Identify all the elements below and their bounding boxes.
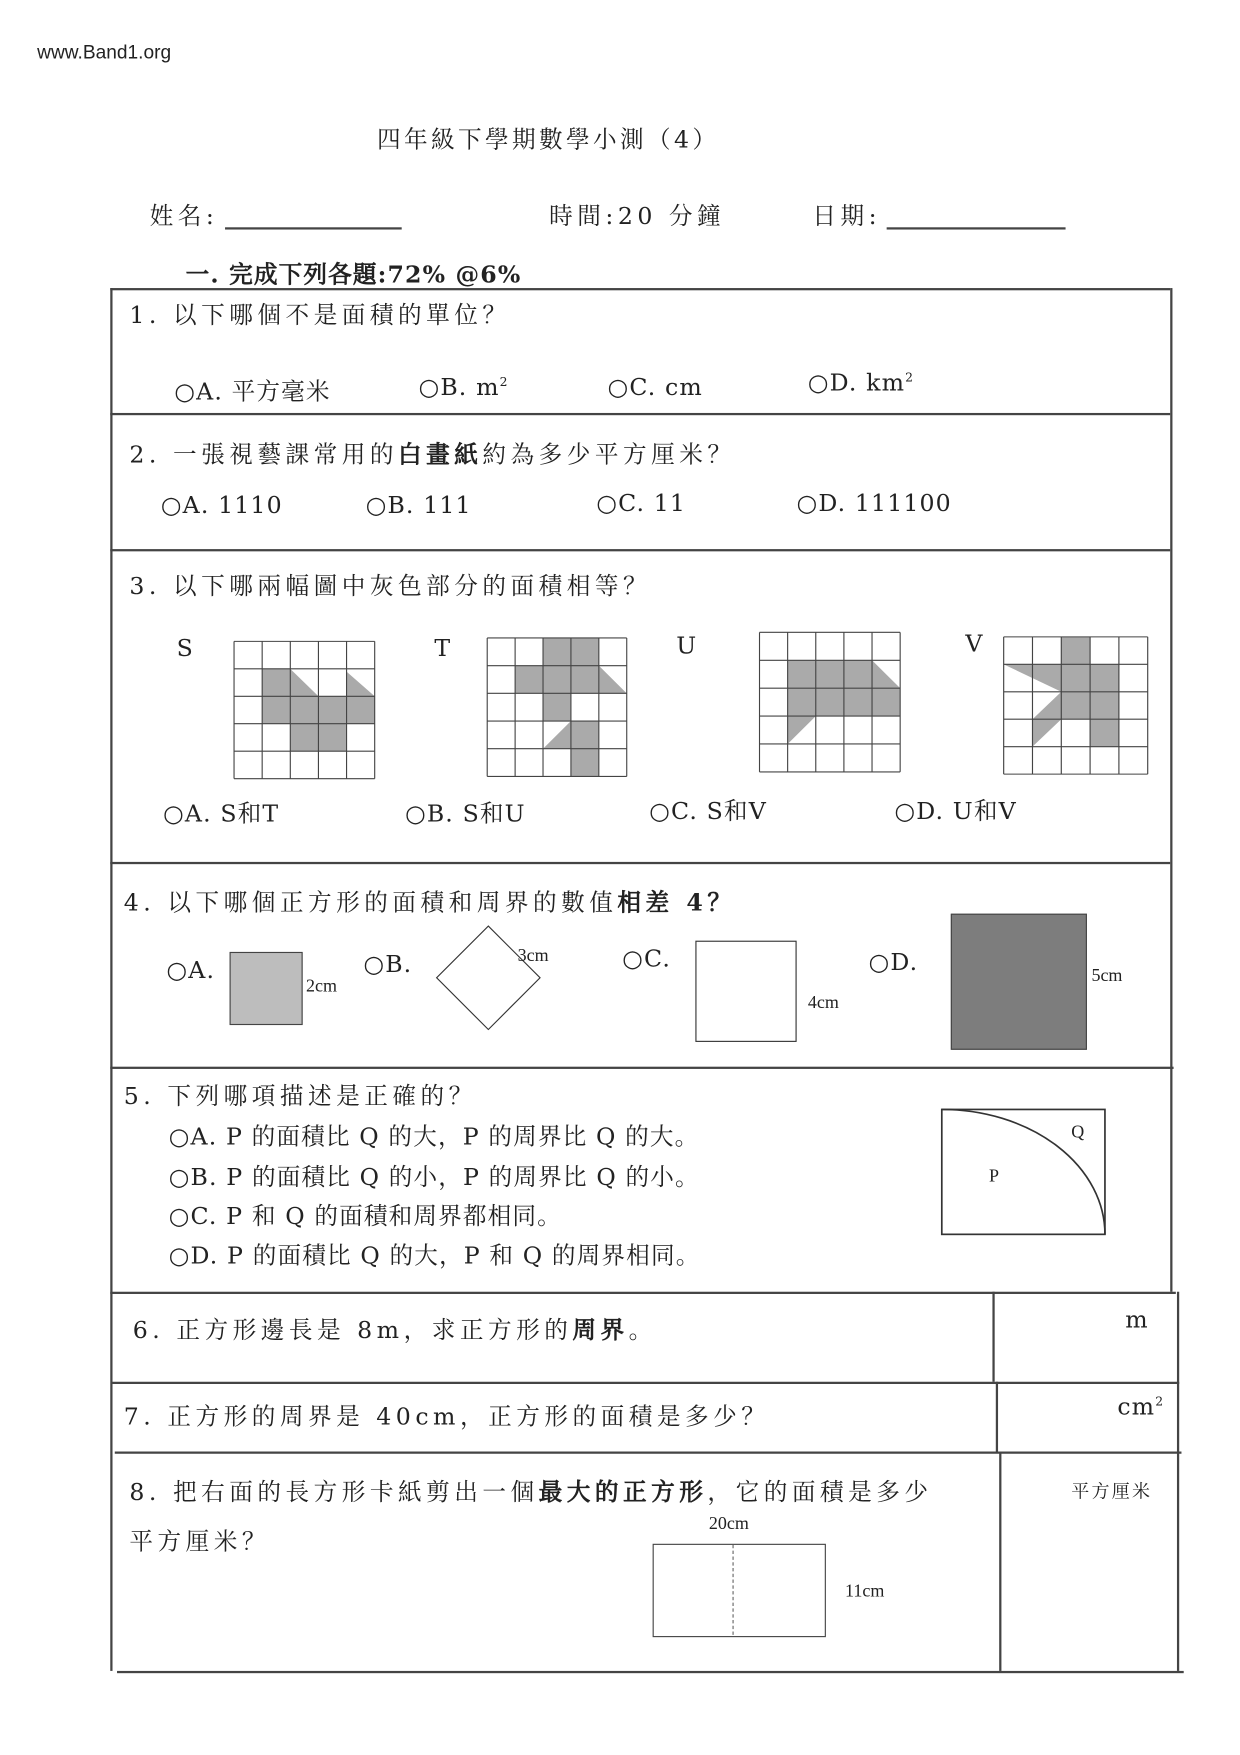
option-a[interactable] — [174, 374, 330, 408]
option-label: B. P 的面積比 Q 的小，P 的周界比 Q 的小。 — [190, 1163, 700, 1191]
option-label: C. 11 — [618, 489, 687, 517]
radio-circle-icon[interactable]: ○ — [796, 489, 819, 517]
width-label: 20cm — [708, 1514, 749, 1534]
bold-text: 白畫紙 — [398, 439, 483, 469]
question-text: 5. 下列哪項描述是正確的？ — [123, 1082, 477, 1110]
radio-circle-icon[interactable]: ○ — [166, 956, 189, 984]
radio-circle-icon[interactable]: ○ — [168, 1163, 191, 1191]
grid-figure-u — [760, 632, 901, 772]
question-text: 1. 以下哪個不是面積的單位？ — [129, 301, 511, 329]
text: 2. 一張視藝課常用的 — [129, 441, 399, 469]
option-d[interactable] — [808, 369, 914, 396]
option-c[interactable] — [622, 945, 671, 972]
option-label: A. — [188, 956, 216, 984]
option-b[interactable] — [169, 1159, 700, 1193]
radio-circle-icon[interactable]: ○ — [418, 373, 441, 401]
option-a[interactable] — [167, 956, 216, 983]
text: 6. 正方形邊長是 8m，求正方形的 — [132, 1316, 573, 1344]
option-label: C. cm — [629, 373, 703, 401]
option-label: B. m — [440, 373, 500, 401]
text: 8. 把右面的長方形卡紙剪出一個 — [129, 1478, 539, 1506]
option-b[interactable] — [419, 374, 509, 401]
grid-figure-v — [1004, 637, 1148, 774]
unit-label — [1117, 1393, 1164, 1420]
radio-circle-icon[interactable]: ○ — [163, 800, 185, 828]
size-label: 2cm — [306, 976, 338, 996]
option-label: D. 111100 — [818, 489, 952, 517]
section-heading: 一. 完成下列各題:72% @6% — [185, 259, 522, 289]
figure-label-s: S — [176, 634, 194, 662]
date-label: 日期: — [812, 202, 882, 230]
option-d[interactable] — [797, 489, 952, 516]
region-p-label: P — [989, 1166, 1000, 1186]
square-d — [951, 914, 1087, 1050]
height-label: 11cm — [845, 1582, 885, 1602]
card-rectangle — [653, 1544, 826, 1637]
page-title: 四年級下學期數學小測（4） — [376, 126, 720, 154]
option-a[interactable] — [163, 796, 279, 830]
name-blank[interactable] — [225, 227, 402, 229]
option-label: D. U和V — [916, 797, 1017, 825]
radio-circle-icon[interactable]: ○ — [405, 800, 427, 828]
square-b-diamond — [436, 925, 541, 1030]
radio-circle-icon[interactable]: ○ — [168, 1122, 191, 1150]
radio-circle-icon[interactable]: ○ — [649, 797, 671, 825]
radio-circle-icon[interactable]: ○ — [168, 1242, 191, 1270]
bold-text: 相差 4？ — [617, 887, 736, 916]
size-label: 5cm — [1091, 966, 1123, 986]
option-b[interactable] — [366, 492, 472, 519]
watermark: www.Band1.org — [37, 41, 172, 64]
option-label: B. — [385, 950, 413, 978]
superscript: 2 — [1155, 1394, 1165, 1409]
radio-circle-icon[interactable]: ○ — [807, 369, 830, 397]
text: ，它的面積是多少 — [707, 1478, 933, 1506]
question-text — [129, 1474, 932, 1508]
question-text: 7. 正方形的周界是 40cm，正方形的面積是多少？ — [123, 1403, 770, 1431]
question-text-line-2: 平方厘米？ — [129, 1528, 271, 1556]
option-c[interactable] — [169, 1198, 562, 1232]
option-label: D. — [890, 948, 919, 976]
region-q-label: Q — [1071, 1122, 1085, 1143]
radio-circle-icon[interactable]: ○ — [607, 373, 630, 401]
square-c — [695, 941, 796, 1042]
grid-figure-t — [487, 638, 627, 776]
option-label: A. 平方毫米 — [196, 378, 331, 406]
radio-circle-icon[interactable]: ○ — [894, 797, 917, 825]
option-label: C. P 和 Q 的面積和周界都相同。 — [190, 1202, 562, 1230]
time-label: 時間:20 分鐘 — [549, 202, 726, 230]
figure-label-u: U — [676, 632, 698, 660]
question-text — [133, 1312, 657, 1346]
size-label: 4cm — [807, 993, 839, 1013]
option-c[interactable] — [608, 374, 703, 401]
option-label: D. km — [829, 369, 906, 397]
unit-label: 平方厘米 — [1071, 1480, 1153, 1503]
text: 。 — [628, 1316, 657, 1344]
superscript: 2 — [499, 374, 509, 390]
option-label: C. — [643, 945, 671, 973]
option-a[interactable] — [169, 1118, 700, 1152]
option-b[interactable] — [363, 951, 412, 978]
bold-text: 周界 — [572, 1315, 629, 1344]
option-label: A. 1110 — [182, 491, 283, 519]
option-d[interactable] — [169, 1238, 701, 1272]
option-label: D. P 的面積比 Q 的大，P 和 Q 的周界相同。 — [190, 1242, 701, 1270]
radio-circle-icon[interactable]: ○ — [174, 378, 197, 406]
radio-circle-icon[interactable]: ○ — [868, 948, 891, 976]
text: 約為多少平方厘米？ — [482, 441, 736, 469]
superscript: 2 — [905, 370, 915, 385]
figure-label-v: V — [965, 630, 984, 658]
size-label: 3cm — [517, 946, 549, 966]
option-b[interactable] — [405, 796, 526, 830]
name-label: 姓名: — [149, 202, 219, 230]
figure-label-t: T — [434, 634, 452, 662]
square-a — [230, 952, 303, 1025]
cut-line — [733, 1545, 734, 1635]
question-text — [129, 437, 735, 471]
question-text: 3. 以下哪兩幅圖中灰色部分的面積相等？ — [129, 572, 652, 600]
bold-text: 最大的正方形 — [538, 1477, 708, 1506]
radio-circle-icon[interactable]: ○ — [168, 1202, 191, 1230]
radio-circle-icon[interactable]: ○ — [160, 491, 183, 519]
option-c[interactable] — [596, 489, 686, 516]
question-text — [124, 884, 736, 918]
option-label: B. 111 — [387, 491, 472, 519]
unit-text: cm — [1117, 1392, 1156, 1421]
option-label: B. S和U — [426, 800, 526, 828]
option-label: A. S和T — [184, 800, 280, 828]
option-label: A. P 的面積比 Q 的大，P 的周界比 Q 的大。 — [190, 1122, 700, 1150]
option-d[interactable] — [869, 949, 919, 976]
radio-circle-icon[interactable]: ○ — [365, 491, 388, 519]
option-c[interactable] — [649, 793, 767, 827]
text: 4. 以下哪個正方形的面積和周界的數值 — [123, 888, 618, 916]
option-a[interactable] — [161, 492, 283, 519]
radio-circle-icon[interactable]: ○ — [363, 950, 386, 978]
grid-figure-s — [234, 641, 375, 778]
radio-circle-icon[interactable]: ○ — [622, 945, 644, 973]
radio-circle-icon[interactable]: ○ — [596, 489, 619, 517]
option-d[interactable] — [895, 793, 1017, 827]
date-blank[interactable] — [887, 227, 1066, 229]
unit-label: m — [1125, 1306, 1149, 1334]
option-label: C. S和V — [670, 797, 767, 825]
